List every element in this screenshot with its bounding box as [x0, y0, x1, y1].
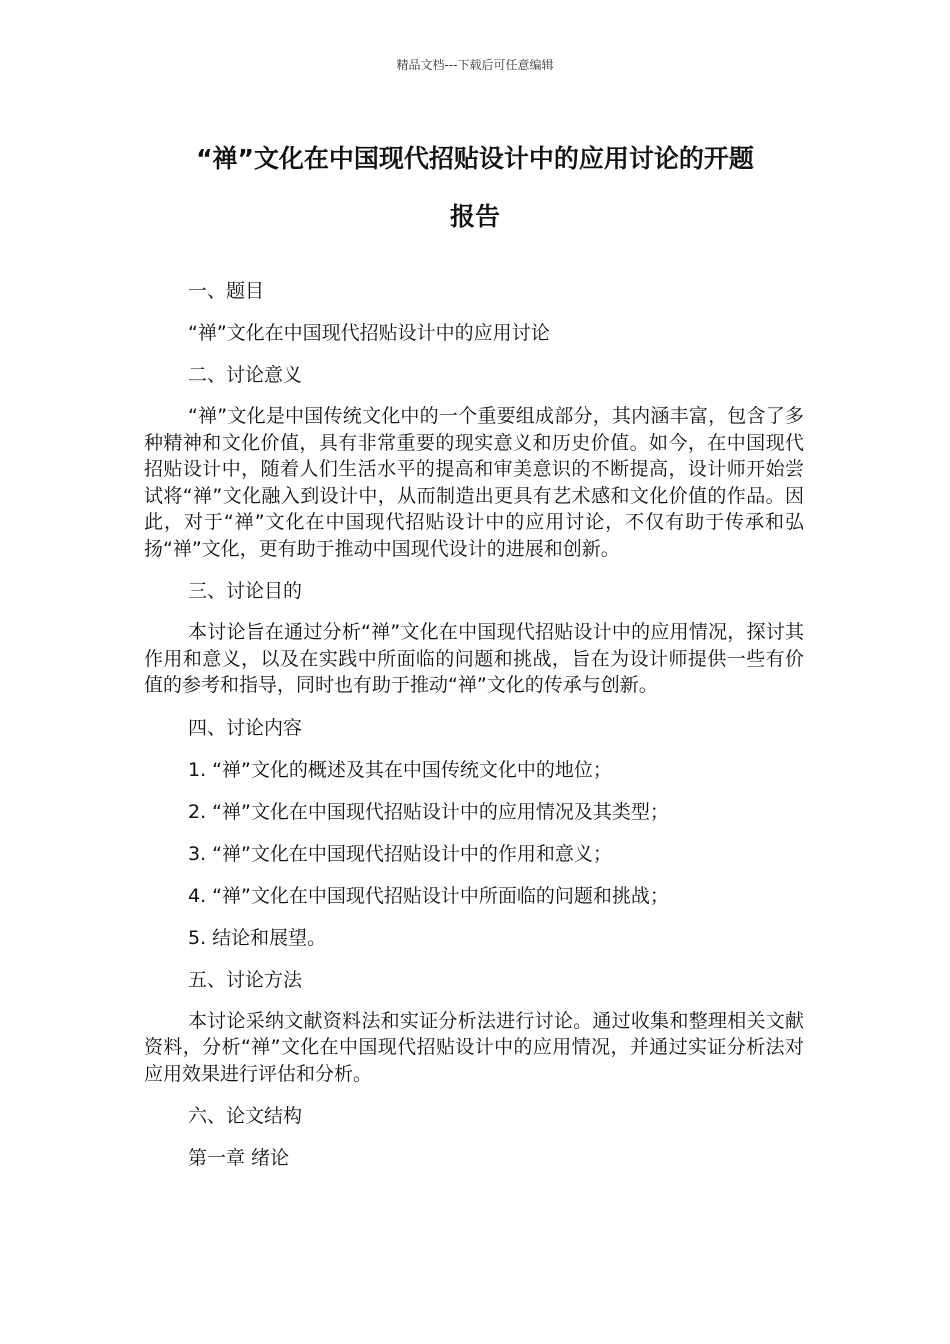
section-1-heading: 一、题目: [188, 280, 265, 302]
section-2-heading: 二、讨论意义: [188, 364, 303, 386]
section-2-paragraph: “禅”文化是中国传统文化中的一个重要组成部分，其内涵丰富，包含了多种精神和文化价值，具有非常重要的现实意义和历史价值。如今，在中国现代招贴设计中，随着人们生活水平的提高和审美意识的不断提高，设计师开始尝试将“禅”文化融入到设计中，从而制造出更具有艺术感和文化价值的作品。因此，对于“禅”文化在中国现代招贴设计中的应用讨论，不仅有助于传承和弘扬“禅”文化，更有助于推动中国现代设计的进展和创新。: [144, 405, 804, 560]
section-4-heading: 四、讨论内容: [188, 716, 303, 739]
section-1-text: “禅”文化在中国现代招贴设计中的应用讨论: [188, 322, 550, 344]
list-item: 1. “禅”文化的概述及其在中国传统文化中的地位；: [188, 758, 612, 781]
document-body: [144, 270, 804, 1179]
section-3-heading: 三、讨论目的: [188, 580, 303, 602]
section-5-paragraph: 本讨论采纳文献资料法和实证分析法进行讨论。通过收集和整理相关文献资料，分析“禅”文化在中国现代招贴设计中的应用情况，并通过实证分析法对应用效果进行评估和分析。: [144, 1009, 804, 1085]
chapter-1-item: 第一章 绪论: [188, 1147, 290, 1169]
list-item: 5. 结论和展望。: [188, 926, 327, 949]
title-line-1: “禅”文化在中国现代招贴设计中的应用讨论的开题: [196, 144, 754, 173]
title-line-2: 报告: [449, 202, 500, 231]
list-item: 2. “禅”文化在中国现代招贴设计中的应用情况及其类型；: [188, 800, 669, 823]
header-note: 精品文档---下载后可任意编辑: [396, 58, 554, 72]
section-6-heading: 六、论文结构: [188, 1105, 303, 1127]
section-5-heading: 五、讨论方法: [188, 968, 303, 991]
list-item: 3. “禅”文化在中国现代招贴设计中的作用和意义；: [188, 842, 612, 865]
document-title: [140, 130, 810, 246]
section-3-paragraph: 本讨论旨在通过分析“禅”文化在中国现代招贴设计中的应用情况，探讨其作用和意义，以及在实践中所面临的问题和挑战，旨在为设计师提供一些有价值的参考和指导，同时也有助于推动“禅”文化的传承与创新。: [144, 621, 804, 696]
list-item: 4. “禅”文化在中国现代招贴设计中所面临的问题和挑战；: [188, 884, 669, 907]
